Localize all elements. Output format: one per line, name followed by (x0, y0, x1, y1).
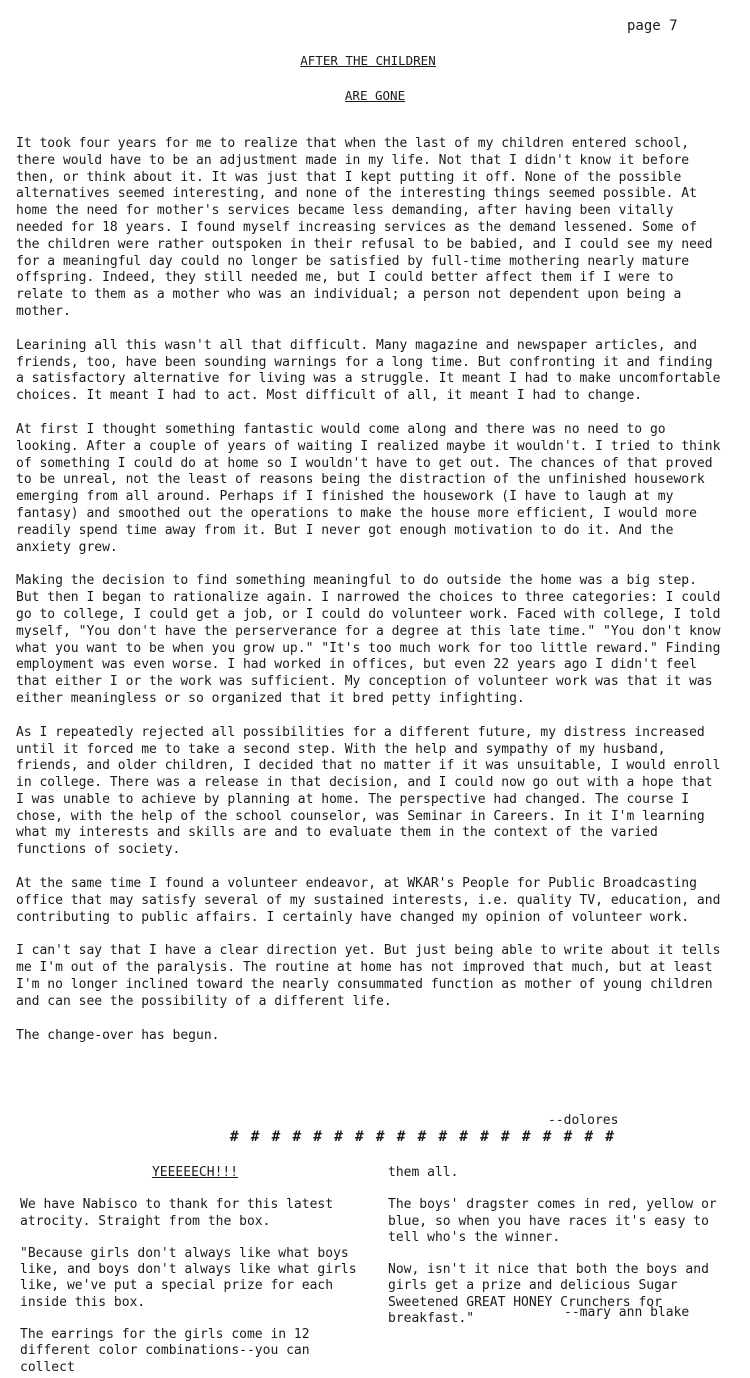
paragraph: Learining all this wasn't all that difficult. Many magazine and newspaper articles, and friends, too, have been sounding warnings for a long time. But confronting it and finding a satisfactory alternative for living was a struggle. It meant I had to make uncomfortable choices. It meant I had to act. Most difficult of all, it meant I had to change. (16, 337, 721, 404)
sidebar-heading: YEEEEECH!!! (151, 1165, 239, 1180)
sidebar-signature: --mary ann blake (564, 1305, 690, 1320)
paragraph: I can't say that I have a clear direction yet. But just being able to write about it tells me I'm out of the paralysis. The routine at home has not improved that much, but at least I'm no longer inclined toward the nearly consummated function as mother of young children and can see the possibility of a different life. (16, 943, 721, 1009)
paragraph: The earrings for the girls come in 12 different color combinations--you can collect (20, 1327, 310, 1375)
section-separator: # # # # # # # # # # # # # # # # # # # (230, 1129, 616, 1145)
paragraph: It took four years for me to realize that when the last of my children entered school, there would have to be an adjustment made in my life. Not that I didn't know it before then, or think about it. It was just that I kept putting it off. None of the possible alternatives seemed interesting, and none of the interesting things seemed possible. At home the need for mother's services became less demanding, after having been vitally needed for 18 years. I found myself increasing services as the demand lessened. Some of the children were rather outspoken in their refusal to be babied, and I could see my need for a meaningful day could no longer be satisfied by full-time mothering nearly mature offspring. Indeed, they still needed me, but I could better affect them if I were to relate to them as a mother who was an individual; a person not dependent upon being a mother. (16, 136, 713, 319)
paragraph: As I repeatedly rejected all possibilities for a different future, my distress increased until it forced me to take a second step. With the help and sympathy of my husband, friends, and older children, I decided that no matter if it was unsuitable, I would enroll in college. There was a release in that decision, and I could now go out with a hope that I was unable to achieve by planning at home. The perspective had changed. The course I chose, with the help of the school counselor, was Seminar in Careers. In it I'm learning what my interests and skills are and to evaluate them in the context of the varied functions of society. (16, 724, 721, 858)
article-title-line-2: ARE GONE (344, 88, 406, 103)
paragraph: them all. (388, 1165, 459, 1180)
article-title-line-1: AFTER THE CHILDREN (300, 53, 436, 68)
page-number: page 7 (627, 18, 678, 34)
paragraph: At first I thought something fantastic would come along and there was no need to go looking. After a couple of years of waiting I realized maybe it wouldn't. I tried to think of something I could do at home so I wouldn't have to get out. The chances of that proved to be unreal, not the least of reasons being the distraction of the unfinished housework emerging from all around. Perhaps if I finished the housework (I have to laugh at my fantasy) and smoothed out the operations to make the house more efficient, I would more readily spend time away from it. But I never got enough motivation to do it. And the anxiety grew. (16, 421, 721, 555)
paragraph: We have Nabisco to thank for this latest atrocity. Straight from the box. (20, 1197, 334, 1229)
paragraph: Now, isn't it nice that both the boys and girls get a prize and delicious Sugar Sweetened GREAT HONEY Crunchers for breakfast." (388, 1262, 709, 1327)
paragraph: The change-over has begun. (16, 1027, 220, 1043)
article-signature: --dolores (548, 1113, 619, 1128)
article-body (16, 136, 728, 1061)
paragraph: Making the decision to find something meaningful to do outside the home was a big step. But then I began to rationalize again. I narrowed the choices to three categories: I could go to college, I could get a job, or I could do volunteer work. Faced with college, I told myself, "You don't have the perserverance for a degree at this late time." "You don't know what you want to be when you grow up." "It's too much work for too little reward." Finding employment was even worse. I had worked in offices, but even 22 years ago I didn't feel that either I or the work was sufficient. My conception of volunteer work was that it was either meaningless or so organized that it bred petty infighting. (16, 573, 721, 706)
paragraph: The boys' dragster comes in red, yellow or blue, so when you have races it's easy to tell who's the winner. (388, 1197, 717, 1245)
sidebar-left-column (20, 1165, 370, 1375)
paragraph: "Because girls don't always like what boys like, and boys don't always like what girls like, we've put a special prize for each inside this box. (20, 1245, 357, 1310)
paragraph: At the same time I found a volunteer endeavor, at WKAR's People for Public Broadcasting office that may satisfy several of my sustained interests, i.e. quality TV, education, and contributing to public affairs. I certainly have changed my opinion of volunteer work. (16, 876, 721, 925)
